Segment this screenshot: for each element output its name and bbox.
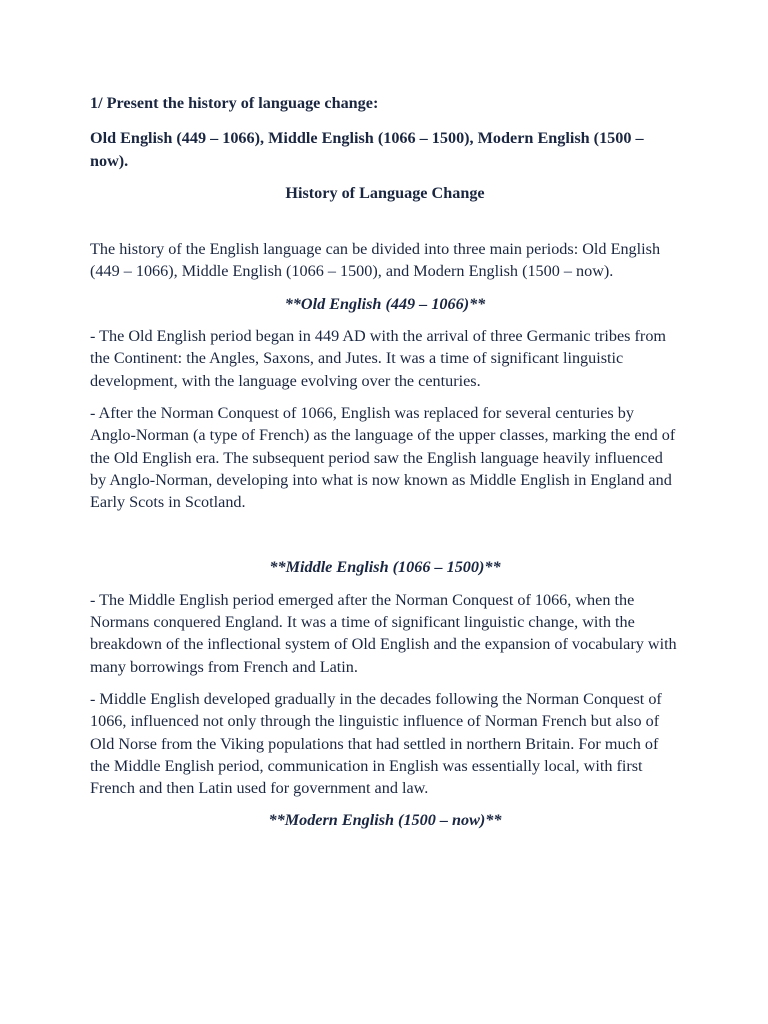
- document-page: [90, 92, 680, 832]
- intro-paragraph: The history of the English language can be divided into three main periods: Old English (449 – 1066), Middle English (1066 – 1500), and Modern English (1500 – now).: [90, 240, 661, 281]
- section-title-modern-english: **Modern English (1500 – now)**: [268, 811, 502, 830]
- old-english-paragraph-1: - The Old English period began in 449 AD with the arrival of three Germanic tribes from the Continent: the Angles, Saxons, and Jutes. It was a time of significant linguistic development, with the language evolving over the centuries.: [90, 327, 666, 390]
- document-title: History of Language Change: [285, 183, 485, 202]
- section-title-old-english: **Old English (449 – 1066)**: [284, 294, 486, 313]
- middle-english-paragraph-2: - Middle English developed gradually in the decades following the Norman Conquest of 1066, influenced not only through the linguistic influence of Norman French but also of Old Norse from the Viking populations that had settled in northern Britain. For much of the Middle English period, communication in English was essentially local, with first French and then Latin used for government and law.: [90, 689, 662, 798]
- question-heading: 1/ Present the history of language change:: [90, 94, 379, 112]
- middle-english-paragraph-1: - The Middle English period emerged after the Norman Conquest of 1066, when the Normans conquered England. It was a time of significant linguistic change, with the breakdown of the inflectional system of Old English and the expansion of vocabulary with many borrowings from French and Latin.: [90, 590, 677, 676]
- periods-heading: Old English (449 – 1066), Middle English (1066 – 1500), Modern English (1500 – now).: [90, 129, 644, 170]
- old-english-paragraph-2: - After the Norman Conquest of 1066, English was replaced for several centuries by Anglo-Norman (a type of French) as the language of the upper classes, marking the end of the Old English era. The subsequent period saw the English language heavily influenced by Anglo-Norman, developing into what is now known as Middle English in England and Early Scots in Scotland.: [90, 403, 676, 512]
- section-title-middle-english: **Middle English (1066 – 1500)**: [269, 558, 501, 577]
